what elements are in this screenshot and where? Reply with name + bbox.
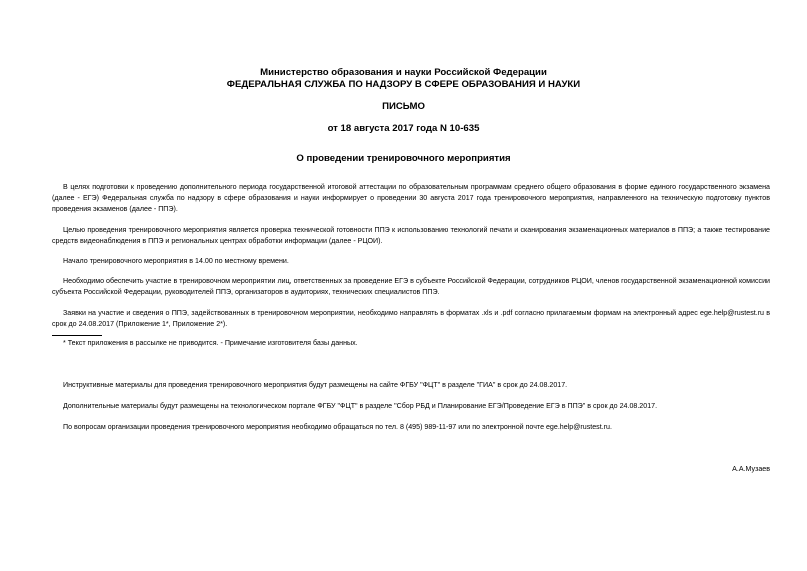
body-paragraph-applications: Заявки на участие и сведения о ППЭ, задействованных в тренировочном мероприятии, необходимо направлять в форматах .xls и .pdf согласно прилагаемым формам на электронный адрес ege.help@rustest.ru в срок до 24.08.2017 (Приложение 1*, Приложение 2*).	[52, 309, 770, 328]
date-number-line: от 18 августа 2017 года N 10-635	[327, 123, 480, 134]
document-type-title: ПИСЬМО	[382, 101, 425, 112]
body-paragraph-instructions: Инструктивные материалы для проведения тренировочного мероприятия будут размещены на сайте ФГБУ "ФЦТ" в разделе "ГИА" в срок до 24.08.2017.	[63, 381, 568, 389]
signature: А.А.Музаев	[732, 465, 770, 473]
footnote-divider	[52, 335, 102, 336]
body-paragraph-goal: Целью проведения тренировочного мероприятия является проверка технической готовности ППЭ к использованию технологий печати и сканирования экзаменационных материалов в ППЭ; а также тестирование средств видеонаблюдения в ППЭ и региональных центрах обработки информации (далее - РЦОИ).	[52, 226, 770, 245]
body-paragraph-additional-materials: Дополнительные материалы будут размещены на технологическом портале ФГБУ "ФЦТ" в разделе "Сбор РБД и Планирование ЕГЭ/Проведение ЕГЭ в ППЭ" в срок до 24.08.2017.	[63, 402, 658, 410]
body-paragraph-participants: Необходимо обеспечить участие в тренировочном мероприятии лиц, ответственных за проведение ЕГЭ в субъекте Российской Федерации, сотрудников РЦОИ, членов государственной экзаменационной комиссии субъекта Российской Федерации, руководителей ППЭ, организаторов в аудиториях, технических специалистов ППЭ.	[52, 277, 770, 296]
body-paragraph-start-time: Начало тренировочного мероприятия в 14.00 по местному времени.	[63, 257, 289, 265]
footnote-text: * Текст приложения в рассылке не приводится. - Примечание изготовителя базы данных.	[63, 339, 358, 347]
ministry-heading: Министерство образования и науки Российской Федерации	[260, 67, 547, 78]
body-paragraph-contacts: По вопросам организации проведения тренировочного мероприятия необходимо обращаться по тел. 8 (495) 989-11-97 или по электронной почте ege.help@rustest.ru.	[63, 423, 612, 431]
body-paragraph-purpose: В целях подготовки к проведению дополнительного периода государственной итоговой аттестации по образовательным программам среднего общего образования в форме единого государственного экзамена (далее - ЕГЭ) Федеральная служба по надзору в сфере образования и науки информирует о проведении 30 августа 2017 года тренировочного мероприятия, направленного на техническую подготовку пунктов проведения экзаменов (далее - ППЭ).	[52, 183, 770, 213]
subject-heading: О проведении тренировочного мероприятия	[296, 153, 511, 164]
service-heading: ФЕДЕРАЛЬНАЯ СЛУЖБА ПО НАДЗОРУ В СФЕРЕ ОБРАЗОВАНИЯ И НАУКИ	[226, 79, 581, 90]
